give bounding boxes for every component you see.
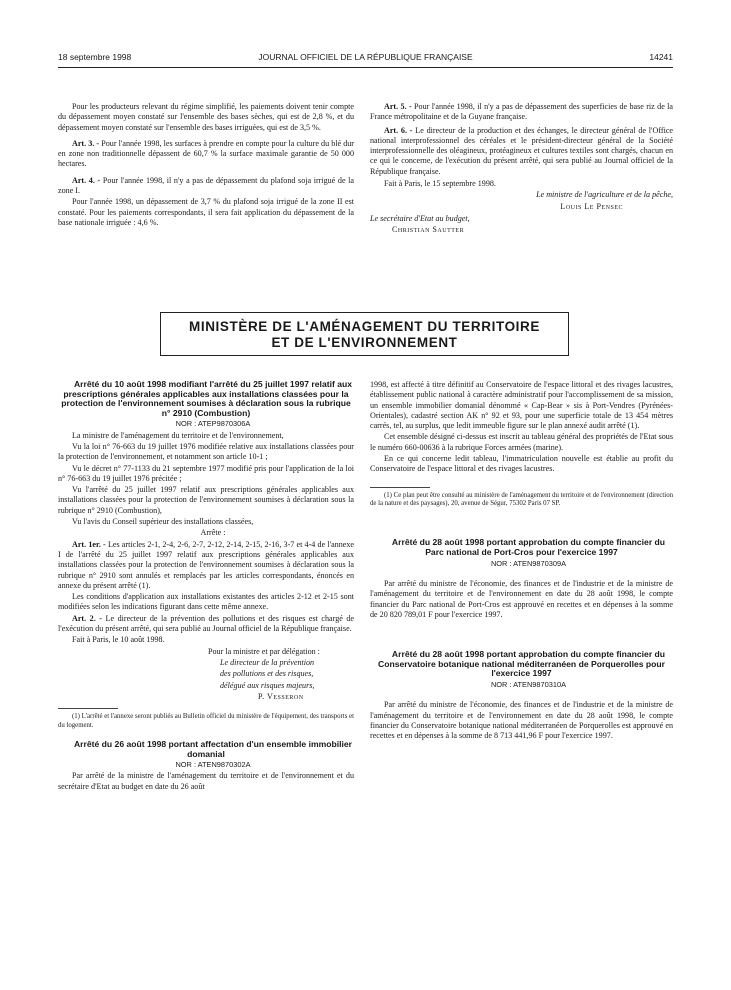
paragraph: Par arrêté de la ministre de l'aménagement du territoire et de l'environnement et du secrétaire d'Etat au budget en date du 26 août xyxy=(58,771,354,791)
decree-title: Arrêté du 28 août 1998 portant approbation du compte financier du Conservatoire botanique national méditerranéen de Porquerolles pour l'exercice 1997 xyxy=(378,649,666,679)
article-5 xyxy=(370,102,673,123)
article-text: Les articles 2-1, 2-4, 2-6, 2-7, 2-12, 2-14, 2-15, 2-16, 3-7 et 4-4 de l'annexe I de l'arrêté du 25 juillet 1997 relatif aux prescriptions générales applicables aux installations classées pour la protection de l'environnement soumises à déclaration sous la rubrique n° 2910 sont annulés et remplacés par les articles correspondants, énoncés en annexe du présent arrêté (1). xyxy=(58,539,354,590)
header-rule xyxy=(58,67,673,68)
paragraph: La ministre de l'aménagement du territoire et de l'environnement, xyxy=(72,430,284,440)
article-text: Pour l'année 1998, il n'y a pas de dépassement du plafond soja irrigué de la zone I. xyxy=(58,175,355,196)
signatory-title: Le ministre de l'agriculture et de la pêche, xyxy=(536,190,673,200)
article-label: Art. 5. - xyxy=(384,102,412,111)
signature-line: Le directeur de la prévention xyxy=(220,657,315,667)
paragraph: Pour l'année 1998, un dépassement de 3,7 % du plafond soja irrigué de la zone II est constaté. Pour les paiements correspondants, il sera fait application du dépassement de la base nationale irriguée : 4,6 %. xyxy=(58,197,354,227)
article-2 xyxy=(58,614,354,635)
paragraph: En ce qui concerne ledit tableau, l'immatriculation nouvelle est établie au profit du Conservatoire de l'espace littoral et des rivages lacustres. xyxy=(370,454,673,474)
paragraph: Vu la loi n° 76-663 du 19 juillet 1976 modifiée relative aux installations classées pour la protection de l'environnement, et notamment son article 10-1 ; xyxy=(58,441,354,462)
article-4 xyxy=(58,176,354,197)
article-3 xyxy=(58,139,354,170)
article-label: Art. 6. - xyxy=(384,125,413,135)
signatory-name: Louis Le Pensec xyxy=(560,201,623,211)
article-text: Le directeur de la production et des échanges, le directeur général de l'Office national interprofessionnel des céréales et le président-directeur général de la Société interprofessionnelle des oléagineux, protéagineux et cultures textiles sont chargés, chacun en ce qui le concerne, de l'exécution du présent arrêté, qui sera publié au Journal officiel de la République française. xyxy=(370,125,673,176)
nor-reference: NOR : ATEN9870310A xyxy=(490,679,567,689)
paragraph: Par arrêté du ministre de l'économie, des finances et de l'industrie et de la ministre de l'aménagement du territoire et de l'environnement en date du 28 août 1998, le compte financier du Conservatoire botanique national méditerranéen de Porquerolles est approuvé en recettes et en dépenses à la somme de 8 713 441,96 F pour l'exercice 1997. xyxy=(370,700,673,741)
header-journal-title: JOURNAL OFFICIEL DE LA RÉPUBLIQUE FRANÇAISE xyxy=(258,52,473,62)
paragraph: Pour les producteurs relevant du régime simplifié, les paiements doivent tenir compte du dépassement moyen constaté sur l'ensemble des bases sèches, qui est de 2,8 %, et du dépassement moyen constaté sur l'ensemble des bases irriguées, qui est de 3,5 %. xyxy=(58,102,354,132)
paragraph: Vu le décret n° 77-1133 du 21 septembre 1977 modifié pris pour l'application de la loi n° 76-663 du 19 juillet 1976 précitée ; xyxy=(58,463,354,483)
nor-reference: NOR : ATEN9870309A xyxy=(490,558,567,568)
paragraph: Les conditions d'application aux installations existantes des articles 2-12 et 2-15 sont modifiées selon les indications figurant dans cette même annexe. xyxy=(58,592,354,612)
ministry-heading-line: ET DE L'ENVIRONNEMENT xyxy=(271,335,458,350)
decree-title: Arrêté du 26 août 1998 portant affectation d'un ensemble immobilier domanial xyxy=(73,738,353,759)
ministry-heading-line: MINISTÈRE DE L'AMÉNAGEMENT DU TERRITOIRE xyxy=(189,319,540,334)
footnote-rule xyxy=(58,708,118,709)
signature-block xyxy=(58,647,354,702)
fait-a-paris: Fait à Paris, le 15 septembre 1998. xyxy=(384,179,496,189)
signatory-title: Le secrétaire d'Etat au budget, xyxy=(370,213,470,223)
decree-title: Arrêté du 10 août 1998 modifiant l'arrêté du 25 juillet 1997 relatif aux prescriptions générales applicables aux installations classées pour la protection de l'environnement soumises à déclaration sous la rubrique n° 2910 (Combustion) xyxy=(61,379,353,418)
paragraph: Vu l'avis du Conseil supérieur des installations classées, xyxy=(72,517,254,527)
fait-a-paris: Fait à Paris, le 10 août 1998. xyxy=(72,635,165,645)
paragraph: Cet ensemble désigné ci-dessus est inscrit au tableau général des propriétés de l'Etat sous le numéro 660-00636 à la rubrique Forces armées (marine). xyxy=(370,432,673,452)
signatory-name: Christian Sautter xyxy=(392,225,465,235)
article-text: Le directeur de la prévention des pollutions et des risques est chargé de l'exécution du présent arrêté, qui sera publié au Journal officiel de la République française. xyxy=(58,613,354,634)
decree-title: Arrêté du 28 août 1998 portant approbation du compte financier du Parc national de Port-Cros pour l'exercice 1997 xyxy=(391,537,666,558)
arrete-label: Arrête : xyxy=(200,528,226,538)
paragraph: 1998, est affecté à titre définitif au Conservatoire de l'espace littoral et des rivages lacustres, établissement public national à caractère administratif pour l'accomplissement de sa mission, un ensemble immobilier domanial dénommé « Cap-Bear » sis à Port-Vendres (Pyrénées-Orientales), cadastré section AK n° 92 et 93, pour une superficie totale de 13 454 mètres carrés, tel, au surplus, que ledit immeuble figure sur le plan annexé audit arrêté (1). xyxy=(370,380,673,431)
nor-reference: NOR : ATEP9870306A xyxy=(175,419,251,429)
article-6 xyxy=(370,126,673,177)
signatory-name: P. Vesseron xyxy=(258,691,304,701)
bottom-left-column xyxy=(58,380,354,793)
paragraph: Vu l'arrêté du 25 juillet 1997 relatif aux prescriptions générales applicables aux installations classées pour la protection de l'environnement soumises à déclaration sous la rubrique n° 2910 (Combustion), xyxy=(58,485,354,515)
header-page-number: 14241 xyxy=(649,52,673,62)
ministry-heading-box xyxy=(160,312,569,356)
article-label: Art. 4. - xyxy=(72,175,101,185)
signature-line: délégué aux risques majeurs, xyxy=(220,680,315,690)
footnote-rule xyxy=(370,487,430,488)
header-date: 18 septembre 1998 xyxy=(58,52,132,62)
top-right-column xyxy=(370,102,673,237)
signature-line: des pollutions et des risques, xyxy=(220,669,314,679)
article-text: Pour l'année 1998, il n'y a pas de dépassement des superficies de base riz de la France métropolitaine et de la Guyane française. xyxy=(370,102,673,122)
signature-intro: Pour la ministre et par délégation : xyxy=(208,646,320,656)
bottom-right-column xyxy=(370,380,673,742)
page-header xyxy=(58,52,673,66)
article-label: Art. 3. - xyxy=(72,138,100,148)
article-text: Pour l'année 1998, les surfaces à prendre en compte pour la culture du blé dur en zone non traditionnelle dépassent de 60,7 % la surface maximale garantie de 50 000 hectares. xyxy=(58,138,354,169)
article-label: Art. 2. - xyxy=(72,613,102,623)
article-1 xyxy=(58,540,354,591)
top-left-column xyxy=(58,102,354,229)
article-label: Art. 1er. - xyxy=(72,539,106,549)
footnote: (1) Ce plan peut être consulté au ministère de l'aménagement du territoire et de l'environnement (direction de la nature et des paysages), 20, avenue de Ségur, 75302 Paris 07 SP. xyxy=(370,491,673,508)
nor-reference: NOR : ATEN9870302A xyxy=(175,760,251,770)
paragraph: Par arrêté du ministre de l'économie, des finances et de l'industrie et de la ministre de l'aménagement du territoire et de l'environnement en date du 28 août 1998, le compte financier du Parc national de Port-Cros est approuvé en recettes et en dépenses à la somme de 20 820 789,01 F pour l'exercice 1997. xyxy=(370,578,673,619)
footnote: (1) L'arrêté et l'annexe seront publiés au Bulletin officiel du ministère de l'équipement, des transports et du logement. xyxy=(58,713,354,729)
